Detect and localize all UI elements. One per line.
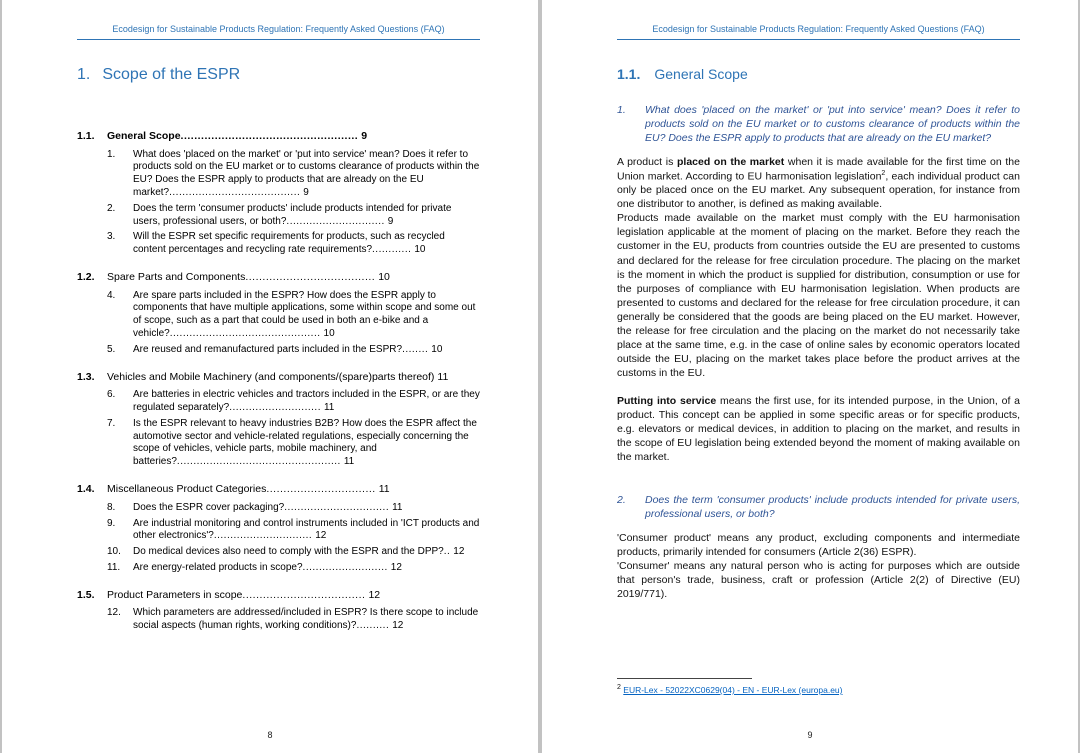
toc-item-body <box>133 203 480 229</box>
toc-page-number: 10 <box>323 328 335 340</box>
question-number: 1. <box>617 104 626 116</box>
subsection-title-text: General Scope <box>654 66 748 82</box>
toc-section-body <box>107 371 480 385</box>
toc-item-row[interactable] <box>107 203 480 229</box>
toc-item-body <box>133 518 480 544</box>
toc-item-number: 12. <box>107 607 121 619</box>
toc-item-number: 7. <box>107 417 116 429</box>
toc-item-number: 6. <box>107 389 116 401</box>
toc-item-number: 5. <box>107 343 116 355</box>
toc-item-body <box>133 231 480 257</box>
toc-page-number: 11 <box>343 456 355 468</box>
toc-section-row[interactable] <box>77 130 480 144</box>
toc-section-row[interactable] <box>77 371 480 385</box>
toc-page-number: 11 <box>323 402 335 414</box>
footnote-area <box>617 678 1020 695</box>
toc-section-title: General Scope <box>107 130 181 142</box>
toc-page-number: 9 <box>361 130 368 142</box>
toc-item-text: Are industrial monitoring and control instruments included in 'ICT products and other electronics'? <box>133 517 480 542</box>
toc-item-body <box>133 389 480 415</box>
toc-item-row[interactable] <box>107 502 480 515</box>
toc-item-number: 9. <box>107 517 116 529</box>
toc-section-body <box>107 130 480 144</box>
toc-item-row[interactable] <box>107 518 480 544</box>
toc-section-row[interactable] <box>77 271 480 285</box>
toc-item-number: 2. <box>107 202 116 214</box>
page-header-left <box>77 24 480 40</box>
dot-leader: .. <box>443 546 451 558</box>
toc-item-row[interactable] <box>107 389 480 415</box>
toc-item-text: Will the ESPR set specific requirements for products, such as recycled content percentages and recycling rate requirements? <box>133 231 445 256</box>
dot-leader: .......................... <box>302 561 388 573</box>
toc-item-text: Are spare parts included in the ESPR? How does the ESPR apply to components that have multiple applications, some within scope and some out of scope, such as a part that could be used in both an e-bike and a vehicle? <box>133 289 476 340</box>
toc-item-row[interactable] <box>107 607 480 633</box>
toc-page-number: 12 <box>390 561 402 573</box>
dot-leader: ........................................ <box>169 187 301 199</box>
answer-text: when it is made available for the first time on the Union market. According to EU harmonisation legislation <box>617 155 1020 183</box>
toc-section-row[interactable] <box>77 483 480 497</box>
dot-leader: ................................ <box>284 501 390 513</box>
page-left <box>2 0 538 753</box>
toc-item-text: Are batteries in electric vehicles and tractors included in the ESPR, or are they regulated separately? <box>133 389 480 414</box>
right-page-content <box>542 66 1078 601</box>
toc-section-number: 1.3. <box>77 370 95 383</box>
toc-item-text: Are energy-related products in scope? <box>133 561 303 573</box>
toc-page-number: 12 <box>368 588 381 601</box>
toc-section-number: 1.5. <box>77 588 95 601</box>
toc-item-text: Are reused and remanufactured parts included in the ESPR? <box>133 343 403 355</box>
question-1 <box>617 104 1020 146</box>
question-text: What does 'placed on the market' or 'put into service' mean? Does it refer to products sold on the EU market or to customs clearance of products within the EU? Does the ESPR apply to products that are already on the EU market? <box>645 104 1020 144</box>
footnote-reference[interactable]: 2 <box>881 169 886 177</box>
toc-section-title: Spare Parts and Components <box>107 271 246 284</box>
toc-page-number: 9 <box>387 215 394 227</box>
toc-item-text: Does the ESPR cover packaging? <box>133 501 285 513</box>
toc-item-body <box>133 344 480 357</box>
toc-item-number: 8. <box>107 501 116 513</box>
toc-section-title: Product Parameters in scope <box>107 588 243 601</box>
toc-page-number: 10 <box>414 244 426 256</box>
toc-item-number: 1. <box>107 148 116 160</box>
answer-paragraph: 'Consumer product' means any product, excluding components and intermediate products, primarily intended for consumers (Article 2(36) ESPR). <box>617 532 1020 559</box>
answer-text: , each individual product can only be placed once on the EU market. Any subsequent operation, for instance from one distributor to another, is defined as making available. <box>617 170 1020 211</box>
toc-item-body <box>133 562 480 575</box>
toc-section-number: 1.1. <box>77 130 95 142</box>
toc-section-number: 1.4. <box>77 483 95 496</box>
answer-paragraph: 'Consumer' means any natural person who is acting for purposes which are outside that person's trade, business, craft or profession (Article 2(2) of Directive (EU) 2019/771). <box>617 560 1020 601</box>
toc-item-row[interactable] <box>107 562 480 575</box>
toc-item-row[interactable] <box>107 231 480 257</box>
toc-page-number: 11 <box>392 501 403 513</box>
toc-item-text: Do medical devices also need to comply with the ESPR and the DPP? <box>133 546 444 558</box>
section-title <box>77 66 480 84</box>
subsection-title <box>617 66 1020 82</box>
toc-item-body <box>133 418 480 469</box>
toc-item-number: 3. <box>107 231 116 243</box>
header-title: Ecodesign for Sustainable Products Regulation: Frequently Asked Questions (FAQ) <box>112 24 445 34</box>
toc-item-row[interactable] <box>107 546 480 559</box>
question-text: Does the term 'consumer products' include products intended for private users, professional users, or both? <box>645 494 1020 521</box>
toc-page-number: 12 <box>392 620 404 632</box>
toc-item-row[interactable] <box>107 290 480 341</box>
toc-item-row[interactable] <box>107 149 480 200</box>
answer-text: means the first use, for its intended purpose, in the Union, of a product. This concept can be applied in some specific areas or for specific products, e.g. elevators or medical devices, in addition to placing on the market, and results in the scope of EU legislation being extended beyond the moment of making available on the market. <box>617 395 1020 464</box>
dot-leader: .................................... <box>242 588 366 601</box>
answer-paragraph: Products made available on the market must comply with the EU harmonisation legislation applicable at the moment of placing on the market. Before they reach the customer in the EU, products from countries outside the EU are presented to customs and declared for the release for free circulation procedure. The placing on the market is the moment in which the product is supplied for distribution, consumption or use for the purposes of compliance with EU harmonisation legislation. When products are presented to customs and declared for the release for free circulation procedure, it can generally be considered that the goods are being placed on the EU market. However, the release for free circulation and the placing on the market do not necessarily take place at the same time, e.g. in the case of online sales by economic operators located outside the EU, placing on the market takes place before the product arrives at the customs in the EU. <box>617 212 1020 380</box>
toc-item-text: Which parameters are addressed/included in ESPR? Is there scope to include social aspects (human rights, working conditions)? <box>133 607 479 632</box>
toc-section-body <box>107 271 480 285</box>
dot-leader: ...................................... <box>245 271 376 284</box>
toc-item-body <box>133 607 480 633</box>
dot-leader: ............ <box>372 244 412 256</box>
section-title-number: 1. <box>77 66 91 83</box>
toc-page-number: 9 <box>303 187 309 199</box>
bold-term: Putting into service <box>617 395 717 408</box>
toc-page-number: 11 <box>378 483 390 496</box>
answer-paragraph <box>617 394 1020 464</box>
toc-page-number: 10 <box>431 343 443 355</box>
header-title: Ecodesign for Sustainable Products Regulation: Frequently Asked Questions (FAQ) <box>652 24 985 34</box>
toc-item-body <box>133 149 480 200</box>
toc-item-row[interactable] <box>107 418 480 469</box>
toc-section-row[interactable] <box>77 589 480 603</box>
bold-term: placed on the market <box>677 155 785 168</box>
toc-item-text: Is the ESPR relevant to heavy industries B2B? How does the ESPR affect the automotive sector and vehicle-related regulations, especially concerning the scope of vehicles, vehicle parts, mobile machinery, and batteries? <box>133 417 477 468</box>
toc-item-row[interactable] <box>107 344 480 357</box>
toc-item-text: What does 'placed on the market' or 'put into service' mean? Does it refer to products sold on the EU market or to customs clearance of products within the EU? Does the ESPR apply to products that are already on the EU market? <box>133 148 480 199</box>
toc-item-body <box>133 546 480 559</box>
dot-leader: .................................................... <box>180 130 359 142</box>
dot-leader: ................................ <box>266 483 376 496</box>
footnote-marker: 2 <box>617 684 621 692</box>
footnote-link[interactable]: EUR-Lex - 52022XC0629(04) - EN - EUR-Lex (europa.eu) <box>623 685 843 695</box>
table-of-contents <box>77 130 480 633</box>
toc-page-number: 11 <box>437 370 449 383</box>
answer-text: A product is <box>617 155 677 168</box>
page-number-left: 8 <box>267 730 273 740</box>
page-header-right <box>617 24 1020 40</box>
question-2 <box>617 494 1020 522</box>
dot-leader: .......... <box>356 620 390 632</box>
toc-item-number: 4. <box>107 289 116 301</box>
dot-leader: ........ <box>402 343 429 355</box>
toc-item-number: 11. <box>107 561 121 573</box>
question-number: 2. <box>617 494 626 507</box>
footnote <box>617 684 1020 695</box>
dot-leader: ............................ <box>229 402 321 414</box>
answer-paragraph <box>617 155 1020 212</box>
toc-page-number: 10 <box>378 271 390 284</box>
page-number-right: 9 <box>807 730 813 740</box>
left-page-content <box>2 66 538 633</box>
dot-leader: .............................................. <box>169 328 321 340</box>
toc-section-title: Vehicles and Mobile Machinery (and components/(spare)parts thereof) <box>107 370 435 383</box>
toc-page-number: 12 <box>453 546 465 558</box>
toc-page-number: 12 <box>315 530 327 542</box>
toc-item-body <box>133 290 480 341</box>
toc-item-number: 10. <box>107 546 121 558</box>
toc-section-title: Miscellaneous Product Categories <box>107 483 267 496</box>
subsection-title-number: 1.1. <box>617 66 641 82</box>
footnote-separator <box>617 678 752 679</box>
dot-leader: .............................. <box>286 215 385 227</box>
toc-section-body <box>107 589 480 603</box>
toc-section-number: 1.2. <box>77 271 95 284</box>
toc-section-body <box>107 483 480 497</box>
toc-item-body <box>133 502 480 515</box>
page-right <box>542 0 1078 753</box>
section-title-text: Scope of the ESPR <box>102 66 241 83</box>
dot-leader: .................................................. <box>176 456 341 468</box>
dot-leader: .............................. <box>213 530 313 542</box>
toc-item-text: Does the term 'consumer products' include products intended for private users, professional users, or both? <box>133 202 452 227</box>
